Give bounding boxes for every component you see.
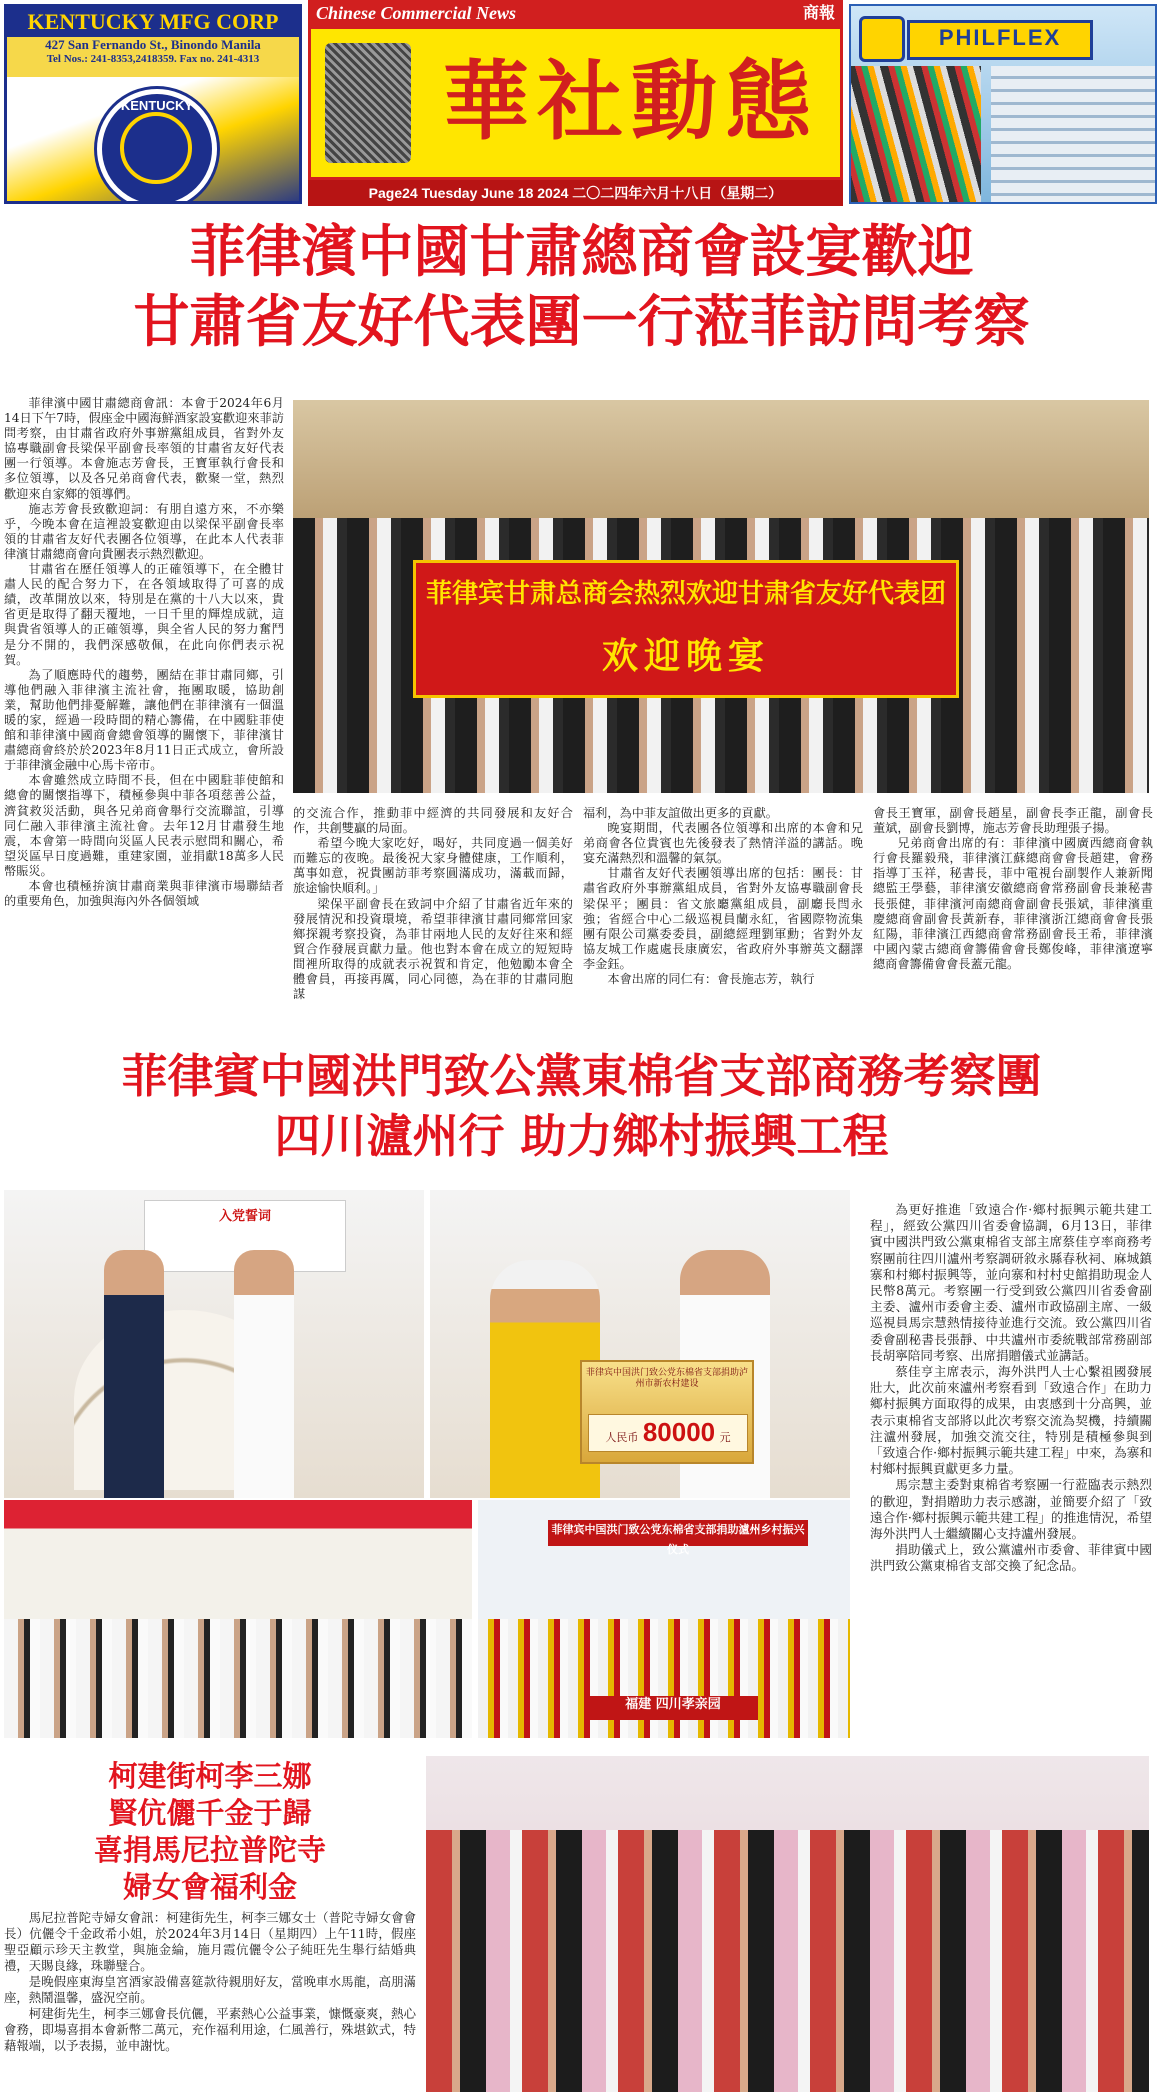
article2-headline-2: 四川瀘州行 助力鄉村振興工程 [274,1109,889,1163]
masthead-title-block [308,26,843,180]
paragraph: 本會出席的同仁有：會長施志芳，執行 [607,972,815,987]
kentucky-ad [4,4,302,204]
article1-headline-1: 菲律濱中國甘肅總商會設宴歡迎 [189,220,974,285]
paragraph: 柯建街先生，柯李三娜會長伉儷，平素熱心公益事業，慷慨豪爽，熱心會務，即場喜捐本會新幣二萬元，充作福利用途，仁風善行，殊堪欽式，特藉報端，以予表揚，並申謝忱。 [4,2006,416,2053]
article3-headline-line: 婦女會福利金 [122,1870,297,1904]
paragraph: 本會雖然成立時間不長，但在中國駐菲使館和總會的關懷指導下，積極參與中菲各項慈善公益，濟貧救災活動，與各兄弟商會舉行交流聯誼，引導同仁融入菲律濱主流社會。去年12月甘肅發生地震，本會第一時間向災區人民表示慰問和關心，希望災區早日度過難，重建家園，並捐獻18萬多人民幣賑災。 [4,773,284,878]
article2-photo-cheque [430,1190,850,1498]
date-line: Page24 Tuesday June 18 2024 二〇二四年六月十八日（星期二） [308,180,843,206]
english-name: Chinese Commercial News [316,3,517,23]
article2-text [870,1202,1152,1738]
article1-group-photo [293,400,1149,793]
philflex-brand: PHILFLEX [907,20,1093,60]
building-image [991,66,1157,204]
paragraph: 為更好推進「致遠合作·鄉村振興示範共建工程」，經致公黨四川省委會協調，6月13日，菲律賓中國洪門致公黨東棉省支部主席蔡佳亨率商務考察團前往四川瀘州考察調研敘永縣春秋祠、麻城鎮寨和村鄉村振興等，並向寨和村村史館捐助現金人民幣8萬元。考察團一行受到致公黨四川省委會副主委、瀘州市委會主委、瀘州市政協副主席、一級巡視員馬宗慧熱情接待並進行交流。致公黨四川省委會副秘書長張靜、中共瀘州市委統戰部常務副部長胡寧陪同考察、出席捐贈儀式並講話。 [870,1202,1152,1363]
philflex-logo-icon [859,16,905,62]
paragraph: 福利，為中菲友誼做出更多的貢獻。 [583,806,778,820]
article3-text [4,1910,416,2092]
article1-headline-2: 甘肅省友好代表團一行蒞菲訪問考察 [133,290,1030,355]
oath-board-title: 入党誓词 [218,1209,271,1224]
cheque-org: 菲律宾中国洪门致公党东棉省支部捐助泸州市新农村建设 [585,1368,748,1389]
paragraph: 馬宗慧主委對東棉省考察團一行蒞臨表示熱烈的歡迎，對捐贈助力表示感謝，並簡要介紹了「致遠合作·鄉村振興示範共建工程」的推進情況，希望海外洪門人士繼續關心支持瀘州發展。 [870,1477,1152,1542]
article2-photo-group-right [478,1500,850,1738]
ad-phones: Tel Nos.: 241-8353,2418359. Fax no. 241-4313 [46,53,260,65]
article2-headline-1: 菲律賓中國洪門致公黨東棉省支部商務考察團 [121,1049,1042,1103]
welcome-banner [413,560,959,698]
ad-company-name: KENTUCKY MFG CORP [7,7,299,37]
paragraph: 晚宴期間，代表團各位領導和出席的本會和兄弟商會各位貴賓也先後發表了熱情洋溢的講話。晚宴充滿熱烈和溫馨的氣氛。 [583,821,863,866]
paragraph: 是晚假座東海皇宮酒家設備喜筵款待親朋好友，當晚車水馬龍，高朋滿座，熱鬧溫馨，盛況空前。 [4,1974,416,2005]
cables-image [851,66,981,204]
ad-address: 427 San Fernando St., Binondo Manila [45,37,261,52]
article3-headline-line: 喜捐馬尼拉普陀寺 [93,1833,326,1867]
article1-col3 [583,806,863,1006]
article1-col1 [4,396,284,1008]
article2-photo-group-left [4,1500,472,1738]
philflex-ad [849,4,1157,204]
article3-headline [4,1758,416,1906]
masthead-photo [325,43,411,163]
paragraph: 菲律濱中國甘肅總商會訊：本會于2024年6月14日下午7時，假座金中國海鮮酒家設宴歡迎來菲訪問考察，由甘肅省政府外事辦黨組成員，省對外友協專職副會長梁保平副會長率領的甘肅省友好代表團一行領導。本會施志芳會長，王寶軍執行會長和多位領導，以及各兄弟商會代表，歡聚一堂，熱烈歡迎來自家鄉的領導們。 [4,396,284,501]
cheque-prefix: 人民币 [605,1432,639,1444]
paragraph: 兄弟商會出席的有：菲律濱中國廣西總商會執行會長羅毅飛，菲律濱江蘇總商會會長趙建，會務指導丁玉祥，秘書長，菲中電視台副製作人兼新聞總監王學藝，菲律濱安徽總商會常務副會長兼秘書長張健，菲律濱河南總商會副會長張斌，菲律濱重慶總商會副會長黃新春，菲律濱浙江總商會會長張紅陽，菲律濱江西總商會常務副會長王希，菲律濱中國內蒙古總商會籌備會會長鄭俊峰，菲律濱遼寧總商會籌備會會長蓋元龍。 [873,836,1153,971]
donation-cheque [580,1360,754,1464]
banner-line-1: 菲律宾甘肃总商会热烈欢迎甘肃省友好代表团 [425,579,946,609]
cheque-amount-box [588,1414,748,1452]
logo-ring-icon [120,112,192,184]
cheque-suffix: 元 [719,1432,731,1444]
paragraph: 的交流合作，推動菲中經濟的共同發展和友好合作，共創雙贏的局面。 [293,806,573,836]
paragraph: 希望今晚大家吃好，喝好，共同度過一個美好而難忘的夜晚。最後祝大家身體健康，工作順利，萬事如意，祝貴團訪菲考察圓滿成功，滿載而歸，旅途愉快順利。」 [293,836,573,896]
masthead [308,0,843,206]
paragraph: 施志芳會長致歡迎詞：有朋自遠方來，不亦樂乎，今晚本會在這裡設宴歡迎由以梁保平副會長率領的甘肅省友好代表團各位領導，在此本人代表菲律濱甘肅總商會向貴團表示熱烈歡迎。 [4,501,284,561]
paragraph: 蔡佳亨主席表示，海外洪門人士心繫祖國發展壯大，此次前來瀘州考察看到「致遠合作」在助力鄉村振興方面取得的成果，由衷感到十分高興，並表示東棉省支部將以此次考察交流為契機，持續關注瀘州發展，加強交流交往，特別是積極參與到「致遠合作·鄉村振興示範共建工程」中來，為寨和村鄉村振興貢獻更多力量。 [870,1364,1152,1477]
cheque-amount: 80000 [642,1417,716,1447]
page-title: 華社動態 [443,51,819,152]
article1-col2 [293,806,573,1006]
paragraph: 馬尼拉普陀寺婦女會訊：柯建街先生，柯李三娜女士（普陀寺婦女會會長）伉儷令千金政希小姐，於2024年3月14日（星期四）上午11時，假座聖亞顧示珍天主教堂，與施金綸，施月霞伉儷令公子純旺先生舉行結婚典禮，天賜良緣，珠聯璧合。 [4,1910,416,1973]
article3-wedding-photo [426,1756,1149,2092]
kentucky-logo [97,89,217,204]
paragraph: 為了順應時代的趨勢，團結在菲甘肅同鄉，引導他們融入菲律濱主流社會，拖團取暖，協助創業，幫助他們排憂解難，讓他們在菲律濱有一個溫暖的家，經過一段時間的精心籌備，在中國駐菲使館和菲律濱中國商會總會領導的關懷下，菲律濱甘肅總商會終於於2023年8月11日正式成立，會所設于菲律濱金融中心馬卡帝市。 [4,667,284,773]
paragraph: 甘肅省友好代表團領導出席的包括：團長：甘肅省政府外事辦黨組成員，省對外友協專職副會長梁保平；團員：省文旅廳黨組成員，副廳長閆永強；省經合中心二級巡視員蘭永紅，省國際物流集團有限公司黨委委員，副總經理劉軍勳；省對外友協友城工作處處長康廣宏，省政府外事辦英文翻譯李金鈺。 [583,866,863,971]
chinese-name-small: 商報 [802,3,835,22]
person-left [104,1250,164,1498]
article3-headline-line: 賢伉儷千金于歸 [108,1796,312,1830]
article1-col4 [873,806,1153,1006]
masthead-english-bar [308,0,843,26]
paragraph: 捐助儀式上，致公黨瀘州市委會、菲律賓中國洪門致公黨東棉省支部交換了紀念品。 [870,1542,1152,1574]
paragraph: 梁保平副會長在致詞中介紹了甘肅省近年來的發展情況和投資環境，希望菲律濱甘肅同鄉常回家鄉探親考察投資，為菲甘兩地人民的友好往來和經貿合作發展貢獻力量。他也對本會在成立的短短時間裡所取得的成就表示祝賀和肯定，他勉勵本會全體會員，再接再厲，同心同德，為在菲的甘肅同胞謀 [293,896,573,1002]
paragraph: 會長王寶軍，副會長趙星，副會長李正龍，副會長董斌，副會長劉博，施志芳會長助理張子揚。 [873,806,1153,836]
article3-headline-line: 柯建街柯李三娜 [108,1759,312,1793]
paragraph: 本會也積極拚演甘肅商業與菲律濱市場聯結者的重要角色，加強與海內外各個領域 [4,879,284,909]
person-right [234,1250,294,1498]
banner-line-2: 欢迎晚宴 [601,636,770,677]
sign-banner: 福建 四川孝亲园 [588,1696,758,1720]
paragraph: 甘肅省在歷任領導人的正確領導下，在全體甘肅人民的配合努力下，在各領域取得了可喜的成績，改革開放以來，特別是在黨的十八大以來，貴省更是取得了翻天覆地，一日千里的輝煌成就，這與貴省領導人的正確領導，與全省人民的努力奮鬥是分不開的，我們深感敬佩，在此向你們表示祝賀。 [4,562,284,667]
logo-text: KENTUCKY [120,98,194,113]
article2-photo-umbrella [4,1190,424,1498]
ceremony-banner: 菲律宾中国洪门致公党东棉省支部捐助瀘州乡村振兴仪式 [548,1520,808,1546]
